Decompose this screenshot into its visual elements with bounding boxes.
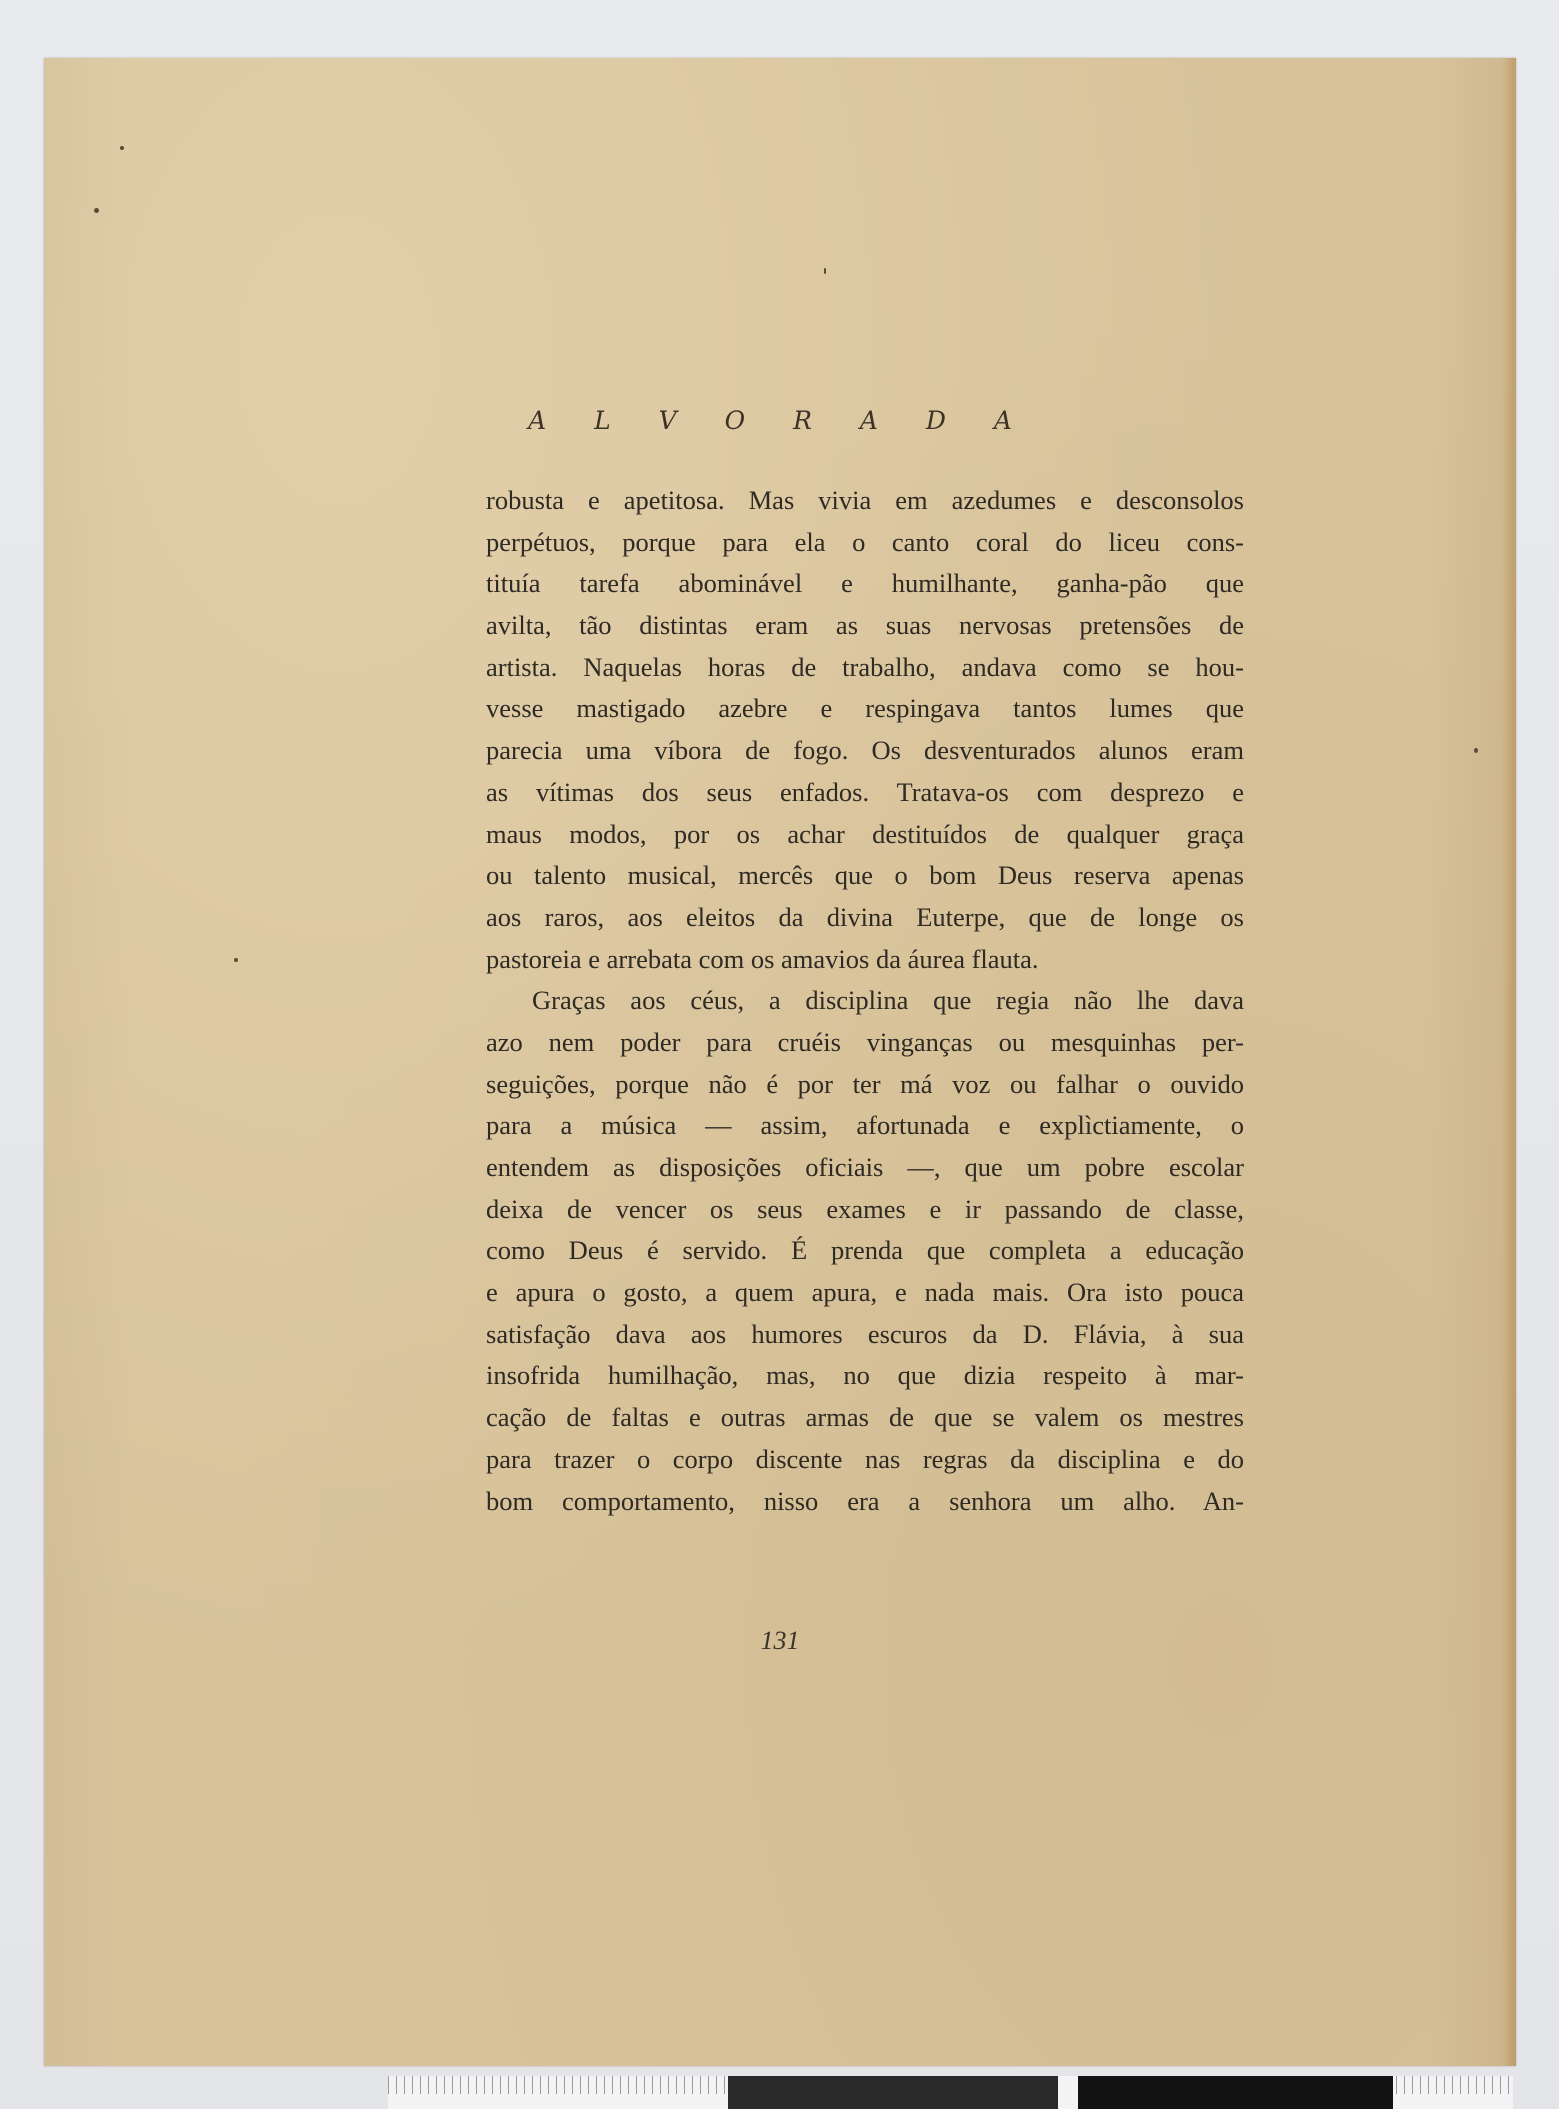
text-line: azo nem poder para cruéis vinganças ou mesquinhas per- bbox=[486, 1026, 1244, 1057]
text-line: insofrida humilhação, mas, no que dizia respeito à mar- bbox=[486, 1360, 1244, 1391]
text-line: Graças aos céus, a disciplina que regia não lhe dava bbox=[532, 985, 1244, 1016]
paper-speck bbox=[1474, 748, 1478, 753]
page-number: 131 bbox=[760, 1626, 800, 1655]
ruler-light-gap bbox=[1058, 2076, 1078, 2109]
ruler-black-block bbox=[1078, 2076, 1393, 2109]
text-line: vesse mastigado azebre e respingava tantos lumes que bbox=[486, 693, 1244, 724]
text-line: tituía tarefa abominável e humilhante, ganha-pão que bbox=[486, 568, 1244, 599]
text-line: robusta e apetitosa. Mas vivia em azedumes e desconsolos bbox=[486, 485, 1244, 515]
text-line: as vítimas dos seus enfados. Tratava-os com desprezo e bbox=[486, 776, 1244, 807]
text-line: e apura o gosto, a quem apura, e nada mais. Ora isto pouca bbox=[486, 1277, 1244, 1308]
text-line: pastoreia e arrebata com os amavios da áurea flauta. bbox=[486, 943, 1039, 974]
text-line: satisfação dava aos humores escuros da D. Flávia, à sua bbox=[486, 1318, 1244, 1349]
body-text bbox=[486, 480, 1244, 1522]
text-line: para a música — assim, afortunada e explìctiamente, o bbox=[486, 1110, 1244, 1141]
text-line: avilta, tão distintas eram as suas nervosas pretensões de bbox=[486, 610, 1244, 641]
paper-speck bbox=[234, 958, 238, 962]
text-line: para trazer o corpo discente nas regras da disciplina e do bbox=[486, 1443, 1244, 1474]
ruler-dark-block bbox=[728, 2076, 1058, 2109]
paper-speck bbox=[120, 146, 124, 150]
running-head: A L V O R A D A bbox=[528, 406, 1032, 435]
text-line: perpétuos, porque para ela o canto coral do liceu cons- bbox=[486, 526, 1244, 557]
text-line: cação de faltas e outras armas de que se valem os mestres bbox=[486, 1402, 1244, 1433]
text-line: maus modos, por os achar destituídos de qualquer graça bbox=[486, 818, 1244, 849]
paper-speck bbox=[94, 208, 99, 213]
text-line: aos raros, aos eleitos da divina Euterpe, que de longe os bbox=[486, 901, 1244, 932]
text-line: ou talento musical, mercês que o bom Deus reserva apenas bbox=[486, 860, 1244, 891]
text-line: como Deus é servido. É prenda que completa a educação bbox=[486, 1235, 1244, 1266]
scale-ruler bbox=[388, 2076, 1513, 2109]
text-line: parecia uma víbora de fogo. Os desventurados alunos eram bbox=[486, 735, 1244, 766]
paper-speck bbox=[824, 268, 826, 274]
page-edge-stain bbox=[1502, 58, 1516, 2066]
text-line: deixa de vencer os seus exames e ir passando de classe, bbox=[486, 1193, 1244, 1224]
text-line: seguições, porque não é por ter má voz ou falhar o ouvido bbox=[486, 1068, 1244, 1099]
book-page bbox=[44, 58, 1516, 2066]
text-line: entendem as disposições oficiais —, que um pobre escolar bbox=[486, 1152, 1244, 1182]
text-line: bom comportamento, nisso era a senhora um alho. An- bbox=[486, 1485, 1244, 1516]
text-line: artista. Naquelas horas de trabalho, andava como se hou- bbox=[486, 651, 1244, 682]
